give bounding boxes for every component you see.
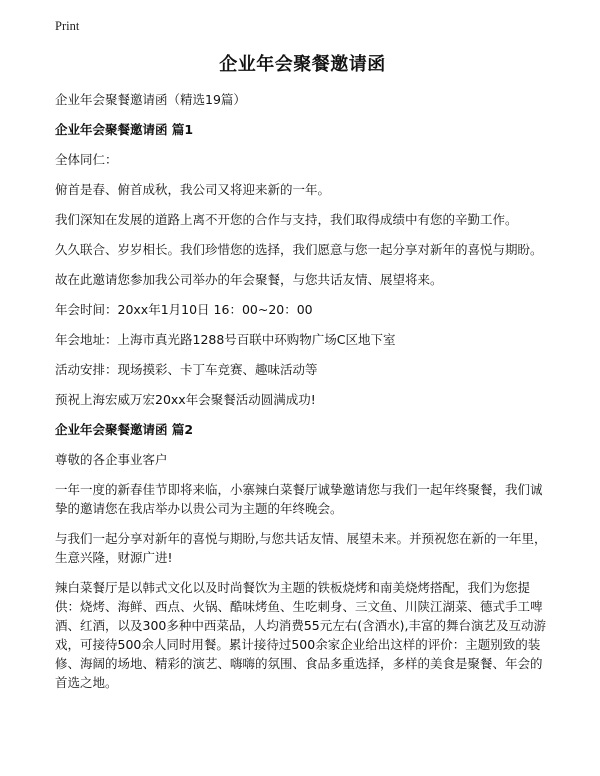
paragraph: 尊敬的各企事业客户 [55,452,168,467]
section-2 [55,420,550,692]
paragraph: 我们深知在发展的道路上离不开您的合作与支持，我们取得成绩中有您的辛勤工作。 [55,212,518,227]
paragraph: 故在此邀请您参加我公司举办的年会聚餐，与您共话友情、展望将来。 [55,272,443,287]
paragraph: 年会时间：20xx年1月10日 16：00~20：00 [55,302,313,317]
paragraph: 与我们一起分享对新年的喜悦与期盼,与您共话友情、展望未来。并预祝您在新的一年里，生意兴隆，财源广进! [55,531,547,565]
paragraph: 俯首是春、俯首成秋，我公司又将迎来新的一年。 [55,182,331,197]
print-link[interactable]: Print [55,19,80,33]
section-1 [55,120,550,409]
section-heading: 企业年会聚餐邀请函 篇2 [55,422,194,437]
section-heading: 企业年会聚餐邀请函 篇1 [55,122,194,137]
document-body [55,50,550,703]
paragraph: 久久联合、岁岁相长。我们珍惜您的选择，我们愿意与您一起分享对新年的喜悦与期盼。 [55,242,543,257]
paragraph: 年会地址：上海市真光路1288号百联中环购物广场C区地下室 [55,332,396,347]
paragraph: 预祝上海宏威万宏20xx年会聚餐活动圆满成功! [55,392,316,407]
page-title: 企业年会聚餐邀请函 [219,54,386,75]
paragraph: 一年一度的新春佳节即将来临，小寨辣白菜餐厅诚挚邀请您与我们一起年终聚餐，我们诚挚的邀请您在我店举办以贵公司为主题的年终晚会。 [55,482,543,516]
paragraph: 全体同仁： [55,152,118,167]
paragraph: 辣白菜餐厅是以韩式文化以及时尚餐饮为主题的铁板烧烤和南美烧烤搭配，我们为您提供：烧烤、海鲜、西点、火锅、酷味烤鱼、生吃刺身、三文鱼、川陕江湖菜、德式手工啤酒、红酒，以及300多种中西菜品，人均消费55元左右(含酒水),丰富的舞台演艺及互动游戏，可接待500余人同时用餐。累计接待过500余家企业给出这样的评价：主题别致的装修、海阔的场地、精彩的演艺、嗨嗨的氛围、食品多重选择，多样的美食是聚餐、年会的首选之地。 [55,580,546,690]
document-subtitle: 企业年会聚餐邀请函（精选19篇） [55,92,246,107]
paragraph: 活动安排：现场摸彩、卡丁车竞赛、趣味活动等 [55,362,318,377]
